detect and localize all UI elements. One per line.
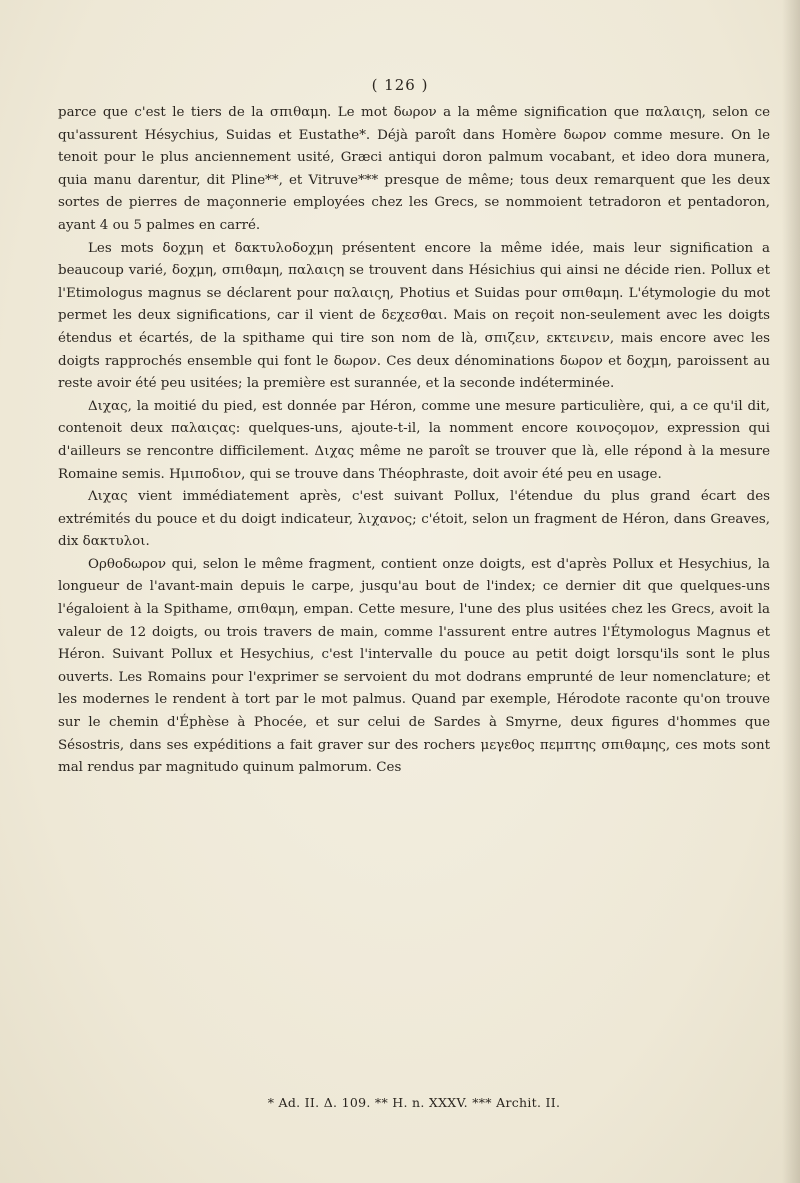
- paragraph-2: Les mots δοχμη et δακτυλοδοχμη présentent encore la même idée, mais leur signification a beaucoup varié, δοχμη, σπιθαμη, παλαιςη se trouvent dans Hésichius qui ainsi ne décide rien. Pollux et l'Etimologus magnus se déclarent pour παλαιςη, Photius et Suidas pour σπιθαμη. L'étymologie du mot permet les deux significations, car il vient de δεχεσθαι. Mais on reçoit non-seulement avec les doigts étendus et écartés, de la spithame qui tire son nom de là, σπιζειν, εκτεινειν, mais encore avec les doigts rapprochés ensemble qui font le δωρον. Ces deux dénominations δωρον et δοχμη, paroissent au reste avoir été peu usitées; la première est surannée, et la seconde indéterminée.: [58, 240, 771, 392]
- paragraph-3: Διχας, la moitié du pied, est donnée par Héron, comme une mesure particulière, qui, a ce qu'il dit, contenoit deux παλαιςας: quelques-uns, ajoute-t-il, la nomment encore κοινοςομον, expression qui d'ailleurs se rencontre difficilement. Διχας même ne paroît se trouver que là, elle répond à la mesure Romaine semis. Ημιποδιον, qui se trouve dans Théophraste, doit avoir été peu en usage.: [58, 398, 770, 482]
- paragraph-1: parce que c'est le tiers de la σπιθαμη. Le mot δωρον a la même signification que παλαιςη, selon ce qu'assurent Hésychius, Suidas et Eustathe*. Déjà paroît dans Homère δωρον comme mesure. On le tenoit pour le plus anciennement usité, Græci antiqui doron palmum vocabant, et ideo dora munera, quia manu darentur, dit Pline**, et Vitruve*** presque de même; tous deux remarquent que les deux sortes de pierres de maçonnerie employées chez les Grecs, se nommoient tetradoron et pentadoron, ayant 4 ou 5 palmes en carré.: [58, 105, 770, 233]
- body-text: [58, 102, 770, 780]
- page-edge-shadow: [782, 0, 800, 1183]
- paragraph-4: Λιχας vient immédiatement après, c'est suivant Pollux, l'étendue du plus grand écart des extrémités du pouce et du doigt indicateur, λιχανος; c'étoit, selon un fragment de Héron, dans Greaves, dix δακτυλοι.: [58, 489, 770, 550]
- footnote: * Ad. II. Δ. 109. ** H. n. XXXV. *** Archit. II.: [267, 1095, 561, 1110]
- paragraph-5: Ορθοδωρον qui, selon le même fragment, contient onze doigts, est d'après Pollux et Hesychius, la longueur de l'avant-main depuis le carpe, jusqu'au bout de l'index; ce dernier dit que quelques-uns l'égaloient à la Spithame, σπιθαμη, empan. Cette mesure, l'une des plus usitées chez les Grecs, avoit la valeur de 12 doigts, ou trois travers de main, comme l'assurent entre autres l'Étymologus Magnus et Héron. Suivant Pollux et Hesychius, c'est l'intervalle du pouce au petit doigt lorsqu'ils sont le plus ouverts. Les Romains pour l'exprimer se servoient du mot dodrans emprunté de leur nomenclature; et les modernes le rendent à tort par le mot palmus. Quand par exemple, Hérodote raconte qu'on trouve sur le chemin d'Éphèse à Phocée, et sur celui de Sardes à Smyrne, deux figures d'hommes que Sésostris, dans ses expéditions a fait graver sur des rochers μεγεθος πεμπτης σπιθαμης, ces mots sont mal rendus par magnitudo quinum palmorum. Ces: [58, 556, 770, 776]
- page-number: ( 126 ): [371, 76, 429, 94]
